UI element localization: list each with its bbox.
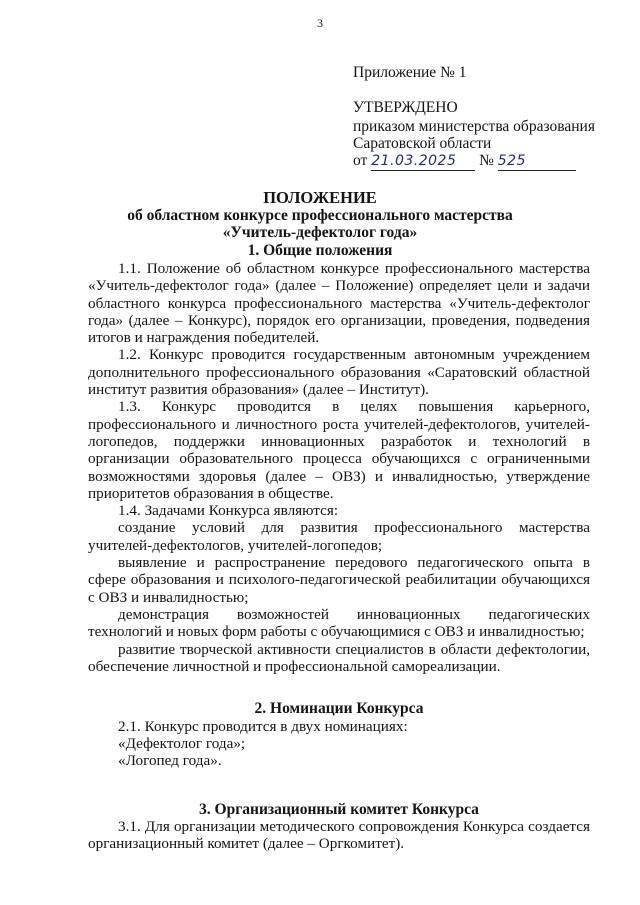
document-heading	[60, 189, 580, 259]
task-item-4: развитие творческой активности специалистов в области дефектологии, обеспечение личностной и профессиональной самореализации.	[88, 640, 590, 675]
page-number: 3	[317, 16, 323, 30]
document-subtitle-2: «Учитель-дефектолог года»	[222, 224, 418, 241]
document-body	[88, 260, 590, 853]
paragraph-1-3: 1.3. Конкурс проводится в целях повышения карьерного, профессионального и личностного роста учителей-дефектологов, учителей-логопедов, поддержки инновационных разработок и технологий в организации образовательного процесса обучающихся с ограниченными возможностями здоровья (далее – ОВЗ) и инвалидностью, утверждение приоритетов образования в обществе.	[88, 398, 590, 502]
approval-block	[353, 64, 595, 171]
handwritten-date: 21.03.2025	[371, 153, 457, 169]
paragraph-1-4: 1.4. Задачами Конкурса являются:	[118, 502, 339, 520]
number-field	[498, 152, 576, 171]
nomination-2: «Логопед года».	[118, 752, 222, 770]
approved-label: УТВЕРЖДЕНО	[353, 99, 458, 116]
section-2-title: 2. Номинации Конкурса	[254, 700, 424, 718]
handwritten-number: 525	[497, 153, 526, 169]
paragraph-1-1: 1.1. Положение об областном конкурсе профессионального мастерства «Учитель-дефектолог года» (далее – Положение) определяет цели и задачи областного конкурса профессионального мастерства «Учитель-дефектолог года» (далее – Конкурс), порядок его организации, проведения, подведения итогов и награждения победителей.	[88, 260, 590, 347]
task-item-2: выявление и распространение передового педагогического опыта в сфере образования и психолого-педагогической реабилитации обучающихся с ОВЗ и инвалидностью;	[88, 554, 590, 606]
approval-date-line	[353, 152, 595, 171]
task-item-3: демонстрация возможностей инновационных педагогических технологий и новых форм работы с обучающимися с ОВЗ и инвалидностью;	[88, 605, 590, 641]
paragraph-2-1: 2.1. Конкурс проводится в двух номинациях:	[118, 717, 408, 735]
paragraph-1-2: 1.2. Конкурс проводится государственным автономным учреждением дополнительного профессионального образования «Саратовский областной институт развития образования» (далее – Институт).	[88, 346, 590, 399]
appendix-label: Приложение № 1	[353, 64, 467, 81]
section-1-title: 1. Общие положения	[247, 241, 393, 259]
section-3-title: 3. Организационный комитет Конкурса	[199, 800, 479, 818]
document-subtitle: об областном конкурсе профессионального мастерства	[127, 206, 513, 224]
from-label: от	[353, 152, 368, 169]
number-sign: №	[479, 152, 494, 169]
date-field	[371, 152, 475, 171]
nomination-1: «Дефектолог года»;	[118, 734, 246, 752]
approval-region-line: Саратовской области	[353, 135, 492, 152]
paragraph-3-1: 3.1. Для организации методического сопровождения Конкурса создается организационный комитет (далее – Оргкомитет).	[88, 818, 590, 853]
document-title: ПОЛОЖЕНИЕ	[263, 188, 377, 207]
approval-order-line: приказом министерства образования	[353, 118, 595, 135]
task-item-1: создание условий для развития профессионального мастерства учителей-дефектологов, учителей-логопедов;	[88, 519, 590, 554]
